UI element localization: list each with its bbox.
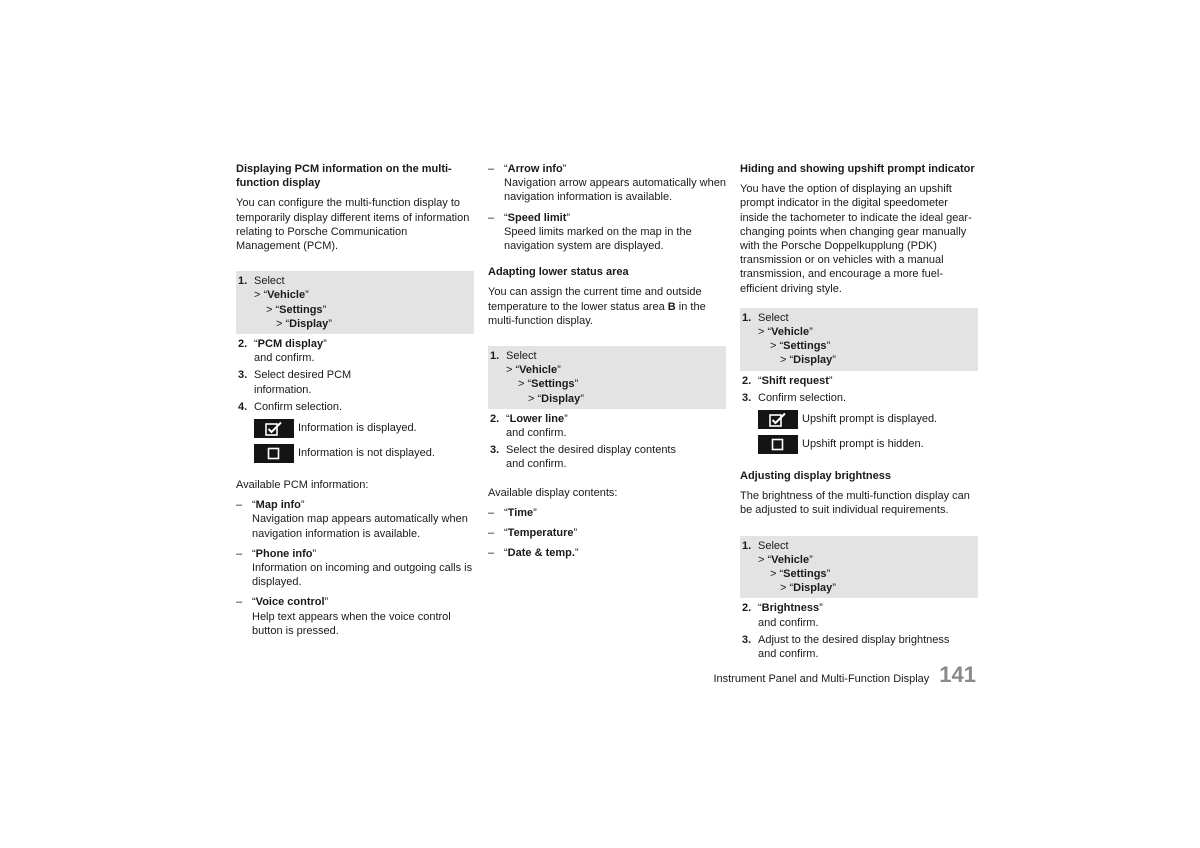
step-3: 3. Select desired PCM information. [238,369,352,396]
step-2: 2. “Brightness” and confirm. [742,602,823,629]
menu-vehicle: Vehicle [267,289,306,302]
list-item: – “Voice control” Help text appears when the voice control button is pressed. [236,596,451,637]
menu-path-box: 1. Select > “Vehicle” > “Settings” > “Display” [740,536,978,599]
list-item: – “Time” [488,506,537,519]
list-item: – “Map info” Navigation map appears automatically when navigation information is available. [236,499,468,540]
menu-display: Display [289,317,329,330]
checkbox-unchecked-icon [254,444,294,463]
menu-pcm-display: PCM display [257,338,324,351]
menu-path-box: 1. Select > “Vehicle” > “Settings” > “Display” [740,308,978,371]
step-4: 4. Confirm selection. [238,400,343,413]
intro-brightness: The brightness of the multi-function display can be adjusted to suit individual requirements. [740,490,970,517]
list-item: – “Phone info” Information on incoming and outgoing calls is displayed. [236,547,473,589]
available-pcm-label: Available PCM information: [236,479,369,492]
icon-row-not-displayed [254,443,474,464]
checkbox-checked-icon [758,410,798,429]
select-label: Select [254,275,285,288]
step-3: 3. Adjust to the desired display brightness and confirm. [742,633,950,661]
list-item: – “Speed limit” Speed limits marked on the map in the navigation system are displayed. [488,211,692,253]
available-contents-label: Available display contents: [488,486,618,499]
column-3 [740,162,978,661]
step-number: 1. [238,275,248,288]
section-heading-pcm: Displaying PCM information on the multi-function display [236,163,452,190]
step-2: 2. “Lower line” and confirm. [490,412,568,440]
icon-label-not-displayed: Information is not displayed. [298,447,435,460]
step-3: 3. Confirm selection. [742,391,847,404]
intro-status-area: You can assign the current time and outside temperature to the lower status area B in the multi-function display. [488,286,706,327]
section-heading-brightness: Adjusting display brightness [740,470,891,483]
menu-path-box: 1. Select > “Vehicle” > “Settings” > “Display” [236,271,474,334]
icon-label-displayed: Information is displayed. [298,422,417,435]
icon-row-upshift-hidden: Upshift prompt is hidden. [758,434,978,455]
menu-settings: Settings [279,303,323,316]
list-item: – “Arrow info” Navigation arrow appears automatically when navigation information is available. [488,163,726,204]
icon-row-displayed [254,418,474,439]
list-item: – “Date & temp.” [488,547,579,560]
step-2: 2. “PCM display” and confirm. [238,338,327,365]
section-heading-upshift: Hiding and showing upshift prompt indicator [740,163,975,175]
step-3: 3. Select the desired display contents and confirm. [490,444,676,471]
list-item: – “Temperature” [488,527,578,540]
column-2 [488,162,726,560]
checkbox-checked-icon [254,419,294,438]
section-heading-status-area: Adapting lower status area [488,266,629,279]
page-number: 141 [939,662,976,687]
checkbox-unchecked-icon [758,435,798,454]
intro-pcm: You can configure the multi-function display to temporarily display different items of information relating to Porsche Communication Management (PCM). [236,197,470,253]
intro-upshift: You have the option of displaying an upshift prompt indicator in the digital speedometer inside the tachometer to indicate the ideal gear-changing points when changing gear manually with the Porsche Doppelkupplung (PDK) transmission or on vehicles with a manual transmission, and encourage a more fuel-efficient driving style. [740,183,972,295]
menu-path-box: 1. Select > “Vehicle” > “Settings” > “Display” [488,346,726,409]
column-1 [236,162,474,638]
footer-section-title: Instrument Panel and Multi-Function Display [713,673,930,685]
step-2: 2. “Shift request” [742,374,833,387]
icon-row-upshift-displayed: Upshift prompt is displayed. [758,409,978,430]
page-footer [713,662,976,688]
